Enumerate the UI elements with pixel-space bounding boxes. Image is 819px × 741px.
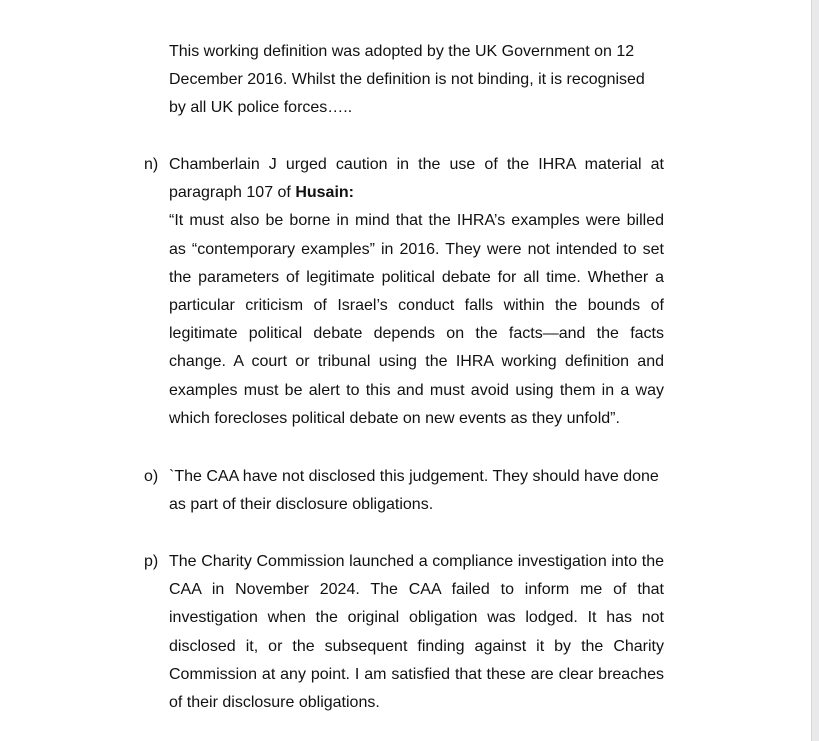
intro-paragraph bbox=[169, 38, 664, 123]
paragraph-n-lead bbox=[169, 151, 664, 207]
paragraph-o bbox=[169, 463, 664, 519]
case-name-husain: Husain: bbox=[295, 184, 354, 202]
paragraph-n bbox=[169, 151, 664, 433]
paragraph-n-marker: n) bbox=[144, 156, 159, 173]
paragraph-o-marker: o) bbox=[144, 468, 159, 485]
paragraph-n-quote: “It must also be borne in mind that the IHRA’s examples were billed as “contemporary examples” in 2016. They were not intended to set the parameters of legitimate political debate for all time. Whether a particular criticism of Israel’s conduct falls within the bounds of legitimate political debate depends on the facts—and the facts change. A court or tribunal using the IHRA working definition and examples must be alert to this and must avoid using them in a way which forecloses political debate on new events as they unfold”. bbox=[169, 212, 664, 427]
intro-text: This working definition was adopted by the UK Government on 12 December 2016. Whilst the definition is not binding, it is recognised by all UK police forces….. bbox=[169, 43, 645, 117]
page-edge-shadow bbox=[811, 0, 819, 741]
paragraph-p-text: The Charity Commission launched a compliance investigation into the CAA in November 2024. The CAA failed to inform me of that investigation when the original obligation was lodged. It has not disclosed it, or the subsequent finding against it by the Charity Commission at any point. I am satisfied that these are clear breaches of their disclosure obligations. bbox=[169, 553, 664, 712]
paragraph-p bbox=[169, 548, 664, 717]
paragraph-p-marker: p) bbox=[144, 553, 159, 570]
paragraph-o-text: `The CAA have not disclosed this judgement. They should have done as part of their disclosure obligations. bbox=[169, 468, 659, 514]
paragraph-n-lead-text: Chamberlain J urged caution in the use of the IHRA material at paragraph 107 of bbox=[169, 156, 664, 202]
